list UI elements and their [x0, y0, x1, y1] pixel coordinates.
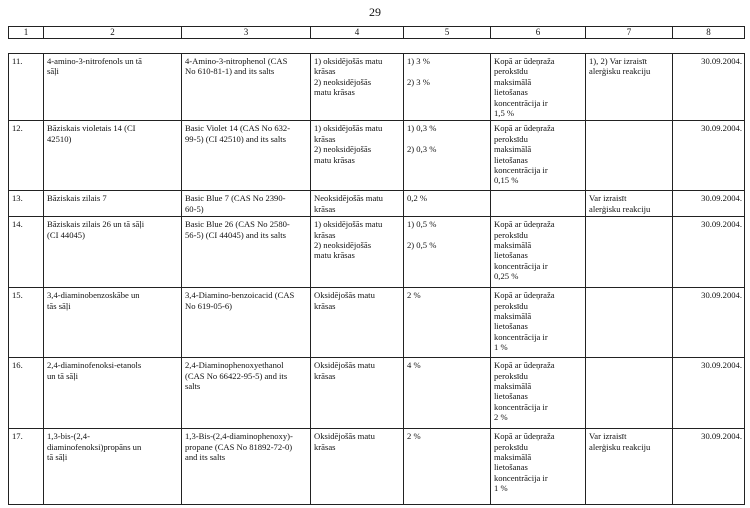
- substance-name-en-line: Basic Violet 14 (CAS No 632-: [185, 123, 291, 134]
- usage-type-line: krāsas: [314, 441, 336, 452]
- usage-limit-line: maksimālā: [494, 76, 532, 87]
- warning-text-line: alerģisku reakciju: [589, 66, 651, 77]
- substance-name-lv-line: Bāziskais zilais 26 un tā sāļi: [47, 219, 145, 230]
- usage-limit: [491, 358, 586, 429]
- usage-type-line: matu krāsas: [314, 250, 355, 261]
- usage-limit-line: 1 %: [494, 483, 508, 494]
- usage-limit-line: koncentrācija ir: [494, 331, 548, 342]
- usage-type-line: 1) oksidējošās matu: [314, 123, 383, 134]
- usage-limit-line: peroksīdu: [494, 133, 528, 144]
- substance-name-en: [182, 358, 311, 429]
- usage-limit-line: koncentrācija ir: [494, 401, 548, 412]
- max-concentration: [404, 358, 491, 429]
- substance-name-lv-line: 1,3-bis-(2,4-: [47, 431, 90, 442]
- substance-name-en: [182, 217, 311, 288]
- substance-name-lv: [44, 191, 182, 217]
- substances-table: [8, 53, 745, 505]
- substance-name-en: [182, 121, 311, 191]
- usage-limit-line: peroksīdu: [494, 300, 528, 311]
- usage-limit-line: 2 %: [494, 412, 508, 423]
- substance-name-en-line: 4-Amino-3-nitrophenol (CAS: [185, 56, 288, 66]
- usage-limit: [491, 54, 586, 121]
- warning-text: [586, 429, 673, 505]
- usage-type-line: krāsas: [314, 66, 336, 77]
- substance-name-en-line: No 610-81-1) and its salts: [185, 66, 275, 77]
- substance-name-lv-line: sāļi: [47, 66, 59, 77]
- max-concentration-line: 1) 3 %: [407, 56, 430, 66]
- usage-type-line: krāsas: [314, 133, 336, 144]
- usage-limit-line: Kopā ar ūdeņraža: [494, 290, 555, 301]
- usage-limit-line: 0,15 %: [494, 175, 519, 186]
- max-concentration-line: 4 %: [407, 360, 421, 371]
- substance-name-en: [182, 54, 311, 121]
- usage-type-line: matu krāsas: [314, 154, 355, 165]
- substance-name-en: [182, 191, 311, 217]
- table-row: [9, 429, 745, 505]
- usage-type-line: krāsas: [314, 300, 336, 311]
- max-concentration: [404, 54, 491, 121]
- entry-number: 13.: [9, 191, 44, 217]
- substance-name-en: [182, 288, 311, 358]
- warning-text-line: alerģisku reakciju: [589, 441, 651, 452]
- substance-name-en: [182, 429, 311, 505]
- warning-text-line: alerģisku reakciju: [589, 203, 651, 214]
- effective-date: 30.09.2004.: [673, 217, 745, 288]
- usage-limit: [491, 191, 586, 217]
- usage-limit-line: lietošanas: [494, 321, 528, 332]
- usage-limit-line: maksimālā: [494, 381, 532, 392]
- effective-date: 30.09.2004.: [673, 288, 745, 358]
- usage-limit-line: maksimālā: [494, 240, 532, 251]
- substance-name-lv-line: Bāziskais zilais 7: [47, 193, 107, 204]
- substance-name-lv: [44, 121, 182, 191]
- table-row: [9, 217, 745, 288]
- usage-type-line: Oksidējošās matu: [314, 360, 375, 371]
- usage-limit-line: Kopā ar ūdeņraža: [494, 56, 555, 66]
- usage-limit-line: lietošanas: [494, 250, 528, 261]
- substance-name-en-line: 3,4-Diamino-benzoicacid (CAS: [185, 290, 295, 301]
- effective-date: 30.09.2004.: [673, 54, 745, 121]
- entry-number: 11.: [9, 54, 44, 121]
- max-concentration-line: [407, 134, 487, 144]
- column-number: 7: [586, 27, 673, 39]
- usage-limit-line: 1,5 %: [494, 108, 515, 119]
- usage-limit-line: maksimālā: [494, 311, 532, 322]
- substance-name-lv-line: tās sāļi: [47, 300, 71, 311]
- substance-name-lv: [44, 358, 182, 429]
- usage-type: [311, 217, 404, 288]
- usage-limit-line: lietošanas: [494, 87, 528, 98]
- substance-name-en-line: propane (CAS No 81892-72-0): [185, 441, 293, 452]
- substance-name-lv-line: 4-amino-3-nitrofenols un tā: [47, 56, 142, 66]
- usage-type-line: Oksidējošās matu: [314, 290, 375, 301]
- warning-text: [586, 288, 673, 358]
- column-number: 2: [44, 27, 182, 39]
- usage-limit: [491, 288, 586, 358]
- substance-name-lv-line: 3,4-diaminobenzoskābe un: [47, 290, 140, 301]
- usage-type-line: 2) neoksidējošās: [314, 76, 372, 87]
- usage-limit-line: peroksīdu: [494, 229, 528, 240]
- table-row: [9, 54, 745, 121]
- substance-name-en-line: salts: [185, 381, 201, 392]
- usage-limit: [491, 429, 586, 505]
- usage-limit-line: 1 %: [494, 342, 508, 353]
- usage-type-line: matu krāsas: [314, 87, 355, 98]
- usage-limit-line: Kopā ar ūdeņraža: [494, 360, 555, 371]
- max-concentration: [404, 429, 491, 505]
- usage-limit-line: koncentrācija ir: [494, 472, 548, 483]
- max-concentration: [404, 191, 491, 217]
- warning-text: [586, 121, 673, 191]
- column-number: 8: [673, 27, 745, 39]
- effective-date: 30.09.2004.: [673, 191, 745, 217]
- substance-name-en-line: 99-5) (CI 42510) and its salts: [185, 133, 286, 144]
- usage-limit-line: koncentrācija ir: [494, 260, 548, 271]
- usage-type-line: 1) oksidējošās matu: [314, 219, 383, 230]
- usage-type-line: krāsas: [314, 370, 336, 381]
- substance-name-lv-line: 42510): [47, 133, 72, 144]
- substance-name-lv: [44, 54, 182, 121]
- usage-type-line: 2) neoksidējošās: [314, 144, 372, 155]
- usage-limit: [491, 217, 586, 288]
- max-concentration-line: [407, 66, 487, 76]
- substance-name-en-line: 1,3-Bis-(2,4-diaminophenoxy)-: [185, 431, 293, 442]
- max-concentration-line: 2 %: [407, 290, 421, 301]
- max-concentration-line: 2 %: [407, 431, 421, 442]
- substance-name-en-line: 2,4-Diaminophenoxyethanol: [185, 360, 284, 371]
- usage-type-line: krāsas: [314, 229, 336, 240]
- substance-name-lv: [44, 288, 182, 358]
- usage-limit-line: peroksīdu: [494, 441, 528, 452]
- warning-text-line: Var izraisīt: [589, 431, 627, 442]
- usage-type-line: 1) oksidējošās matu: [314, 56, 383, 66]
- column-number: 3: [182, 27, 311, 39]
- warning-text: [586, 191, 673, 217]
- usage-type-line: Oksidējošās matu: [314, 431, 375, 442]
- usage-limit-line: Kopā ar ūdeņraža: [494, 123, 555, 134]
- table-row: [9, 191, 745, 217]
- column-number: 5: [404, 27, 491, 39]
- effective-date: 30.09.2004.: [673, 358, 745, 429]
- usage-type: [311, 121, 404, 191]
- max-concentration-line: 0,2 %: [407, 193, 428, 204]
- substance-name-lv: [44, 217, 182, 288]
- usage-limit-line: koncentrācija ir: [494, 165, 548, 176]
- warning-text: [586, 217, 673, 288]
- usage-limit-line: Kopā ar ūdeņraža: [494, 219, 555, 230]
- table-row: [9, 358, 745, 429]
- entry-number: 12.: [9, 121, 44, 191]
- usage-limit-line: peroksīdu: [494, 370, 528, 381]
- max-concentration-line: 2) 0,5 %: [407, 240, 437, 251]
- max-concentration: [404, 288, 491, 358]
- usage-limit-line: peroksīdu: [494, 66, 528, 77]
- column-number-header: [8, 26, 745, 39]
- substance-name-lv: [44, 429, 182, 505]
- entry-number: 16.: [9, 358, 44, 429]
- usage-type: [311, 191, 404, 217]
- usage-limit-line: maksimālā: [494, 144, 532, 155]
- usage-limit-line: lietošanas: [494, 391, 528, 402]
- substance-name-lv-line: diaminofenoksi)propāns un: [47, 441, 142, 452]
- effective-date: 30.09.2004.: [673, 121, 745, 191]
- usage-limit-line: maksimālā: [494, 452, 532, 463]
- substance-name-lv-line: Bāziskais violetais 14 (CI: [47, 123, 136, 134]
- substance-name-lv-line: 2,4-diaminofenoksi-etanols: [47, 360, 142, 371]
- usage-limit-line: koncentrācija ir: [494, 97, 548, 108]
- column-number: 4: [311, 27, 404, 39]
- entry-number: 14.: [9, 217, 44, 288]
- warning-text-line: Var izraisīt: [589, 193, 627, 204]
- table-row: [9, 288, 745, 358]
- max-concentration: [404, 217, 491, 288]
- max-concentration-line: 2) 0,3 %: [407, 144, 437, 155]
- warning-text: [586, 358, 673, 429]
- max-concentration-line: 2) 3 %: [407, 76, 430, 87]
- usage-type-line: krāsas: [314, 203, 336, 214]
- substance-name-en-line: No 619-05-6): [185, 300, 233, 311]
- usage-type: [311, 288, 404, 358]
- substance-name-lv-line: tā sāļi: [47, 452, 68, 463]
- substance-name-en-line: and its salts: [185, 452, 226, 463]
- table-row: [9, 121, 745, 191]
- usage-type-line: 2) neoksidējošās: [314, 240, 372, 251]
- max-concentration-line: 1) 0,3 %: [407, 123, 437, 134]
- substance-name-en-line: (CAS No 66422-95-5) and its: [185, 370, 288, 381]
- substance-name-en-line: Basic Blue 7 (CAS No 2390-: [185, 193, 286, 204]
- warning-text-line: 1), 2) Var izraisīt: [589, 56, 648, 66]
- entry-number: 17.: [9, 429, 44, 505]
- effective-date: 30.09.2004.: [673, 429, 745, 505]
- max-concentration-line: 1) 0,5 %: [407, 219, 437, 230]
- column-number: 6: [491, 27, 586, 39]
- substance-name-lv-line: (CI 44045): [47, 229, 85, 240]
- entry-number: 15.: [9, 288, 44, 358]
- max-concentration: [404, 121, 491, 191]
- usage-limit-line: lietošanas: [494, 154, 528, 165]
- substance-name-en-line: 56-5) (CI 44045) and its salts: [185, 229, 286, 240]
- usage-type: [311, 429, 404, 505]
- max-concentration-line: [407, 230, 487, 240]
- usage-limit: [491, 121, 586, 191]
- substance-name-en-line: Basic Blue 26 (CAS No 2580-: [185, 219, 290, 230]
- substance-name-en-line: 60-5): [185, 203, 204, 214]
- usage-limit-line: lietošanas: [494, 462, 528, 473]
- column-number: 1: [9, 27, 44, 39]
- substance-name-lv-line: un tā sāļi: [47, 370, 79, 381]
- usage-type: [311, 358, 404, 429]
- usage-type-line: Neoksidējošās matu: [314, 193, 383, 204]
- usage-limit-line: Kopā ar ūdeņraža: [494, 431, 555, 442]
- warning-text: [586, 54, 673, 121]
- usage-limit-line: 0,25 %: [494, 271, 519, 282]
- usage-type: [311, 54, 404, 121]
- page-number: 29: [369, 5, 381, 19]
